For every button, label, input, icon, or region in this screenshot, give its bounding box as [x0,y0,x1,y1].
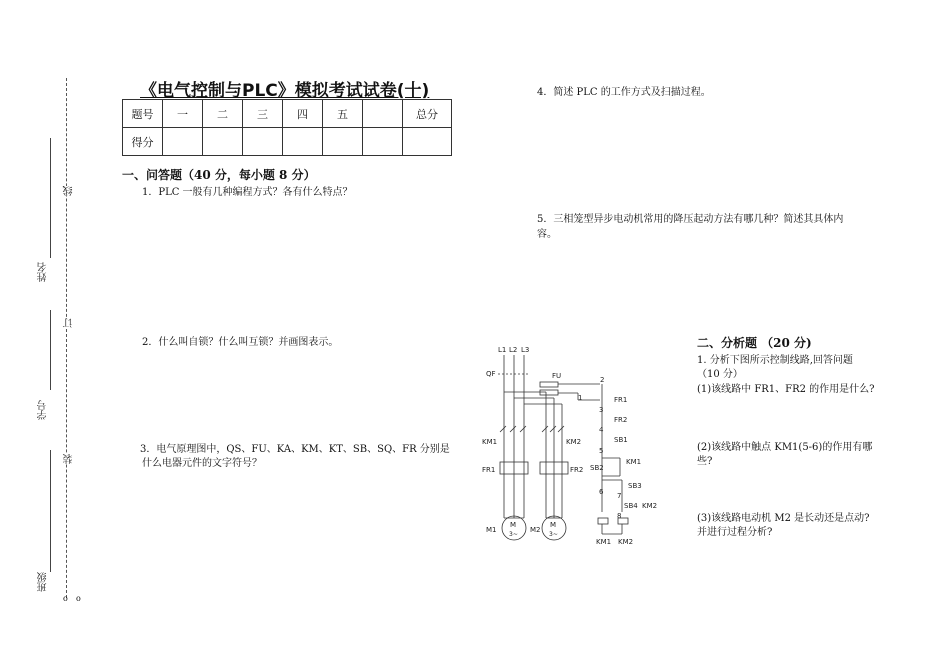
score-cell [363,100,403,128]
label-fu: FU [552,372,562,380]
label-l3: L3 [521,346,530,354]
motor1-symbol: M [510,521,517,529]
question-4: 4．简述 PLC 的工作方式及扫描过程。 [537,87,711,98]
score-table [122,99,452,156]
binding-mark-2: o [76,594,81,603]
analysis-sub-3-line2: 并进行过程分析? [697,527,773,538]
label-sb3: SB3 [628,482,642,490]
label-l2: L2 [509,346,518,354]
score-cell: 得分 [123,128,163,156]
label-fr1-main: FR1 [482,466,496,474]
score-input-cell[interactable] [403,128,452,156]
id-label: 学号 [38,400,49,420]
score-cell: 题号 [123,100,163,128]
motor2-symbol: M [550,521,557,529]
question-3-line1: 3．电气原理图中，QS、FU、KA、KM、KT、SB、SQ、FR 分别是 [140,444,450,455]
score-input-cell[interactable] [203,128,243,156]
class-label: 班级 [38,572,49,592]
label-fr2-ctrl: FR2 [614,416,628,424]
score-cell: 四 [283,100,323,128]
label-km1-aux: KM1 [626,458,642,466]
label-m2: M2 [530,526,541,534]
score-input-cell[interactable] [323,128,363,156]
label-sb4: SB4 [624,502,638,510]
node-1: 1 [578,394,583,402]
control-circuit-diagram [478,340,678,555]
score-cell: 一 [163,100,203,128]
section2-heading: 二、分析题 （20 分) [697,336,812,350]
score-cell: 五 [323,100,363,128]
score-input-cell[interactable] [363,128,403,156]
label-km2-main: KM2 [566,438,582,446]
label-sb1: SB1 [614,436,628,444]
label-m1: M1 [486,526,497,534]
label-km2-coil: KM2 [618,538,634,546]
score-cell: 三 [243,100,283,128]
node-6: 6 [599,488,604,496]
label-km2-aux: KM2 [642,502,658,510]
binding-dashed-line [66,78,67,598]
label-km1-main: KM1 [482,438,498,446]
node-8: 8 [617,512,622,520]
label-qf: QF [486,370,496,378]
node-3: 3 [599,406,604,414]
score-input-cell[interactable] [243,128,283,156]
analysis-sub-2-line1: (2)该线路中触点 KM1(5-6)的作用有哪 [697,442,873,453]
score-table-score-row [123,128,452,156]
motor1-type: 3~ [509,531,518,538]
order-char: 订 [64,318,75,328]
score-input-cell[interactable] [163,128,203,156]
question-5-line1: 5．三相笼型异步电动机常用的降压起动方法有哪几种？简述其具体内 [537,214,844,225]
question-1: 1．PLC 一般有几种编程方式？各有什么特点？ [142,187,353,198]
motor2-type: 3~ [549,531,558,538]
page-title: 《电气控制与PLC》模拟考试试卷(十) [140,81,430,101]
label-l1: L1 [498,346,507,354]
label-fr1-ctrl: FR1 [614,396,628,404]
score-table-header-row [123,100,452,128]
node-5: 5 [599,447,604,455]
node-4: 4 [599,426,604,434]
name-field-line [50,138,51,258]
node-2: 2 [600,376,605,384]
score-input-cell[interactable] [283,128,323,156]
name-label: 姓名 [38,262,49,282]
label-fr2-main: FR2 [570,466,584,474]
label-sb2: SB2 [590,464,604,472]
question-5-line2: 容。 [537,229,557,240]
question-3-line2: 什么电器元件的文字符号？ [142,458,262,469]
node-7: 7 [617,492,622,500]
score-cell: 总分 [403,100,452,128]
question-2: 2．什么叫自锁？什么叫互锁？并画图表示。 [142,337,339,348]
analysis-intro-line2: （10 分） [697,369,743,380]
analysis-sub-1: (1)该线路中 FR1、FR2 的作用是什么? [697,384,875,395]
score-cell: 二 [203,100,243,128]
section1-heading: 一、问答题（40 分，每小题 8 分） [122,168,316,182]
id-field-line [50,310,51,390]
analysis-intro-line1: 1. 分析下图所示控制线路,回答问题 [697,355,853,366]
line-char: 线 [64,186,75,196]
analysis-sub-2-line2: 些? [697,456,713,467]
bind-char: 装 [64,454,75,464]
analysis-sub-3-line1: (3)该线路电动机 M2 是长动还是点动? [697,513,870,524]
label-km1-coil: KM1 [596,538,612,546]
binding-mark-1: o [63,594,68,603]
class-field-line [50,450,51,572]
